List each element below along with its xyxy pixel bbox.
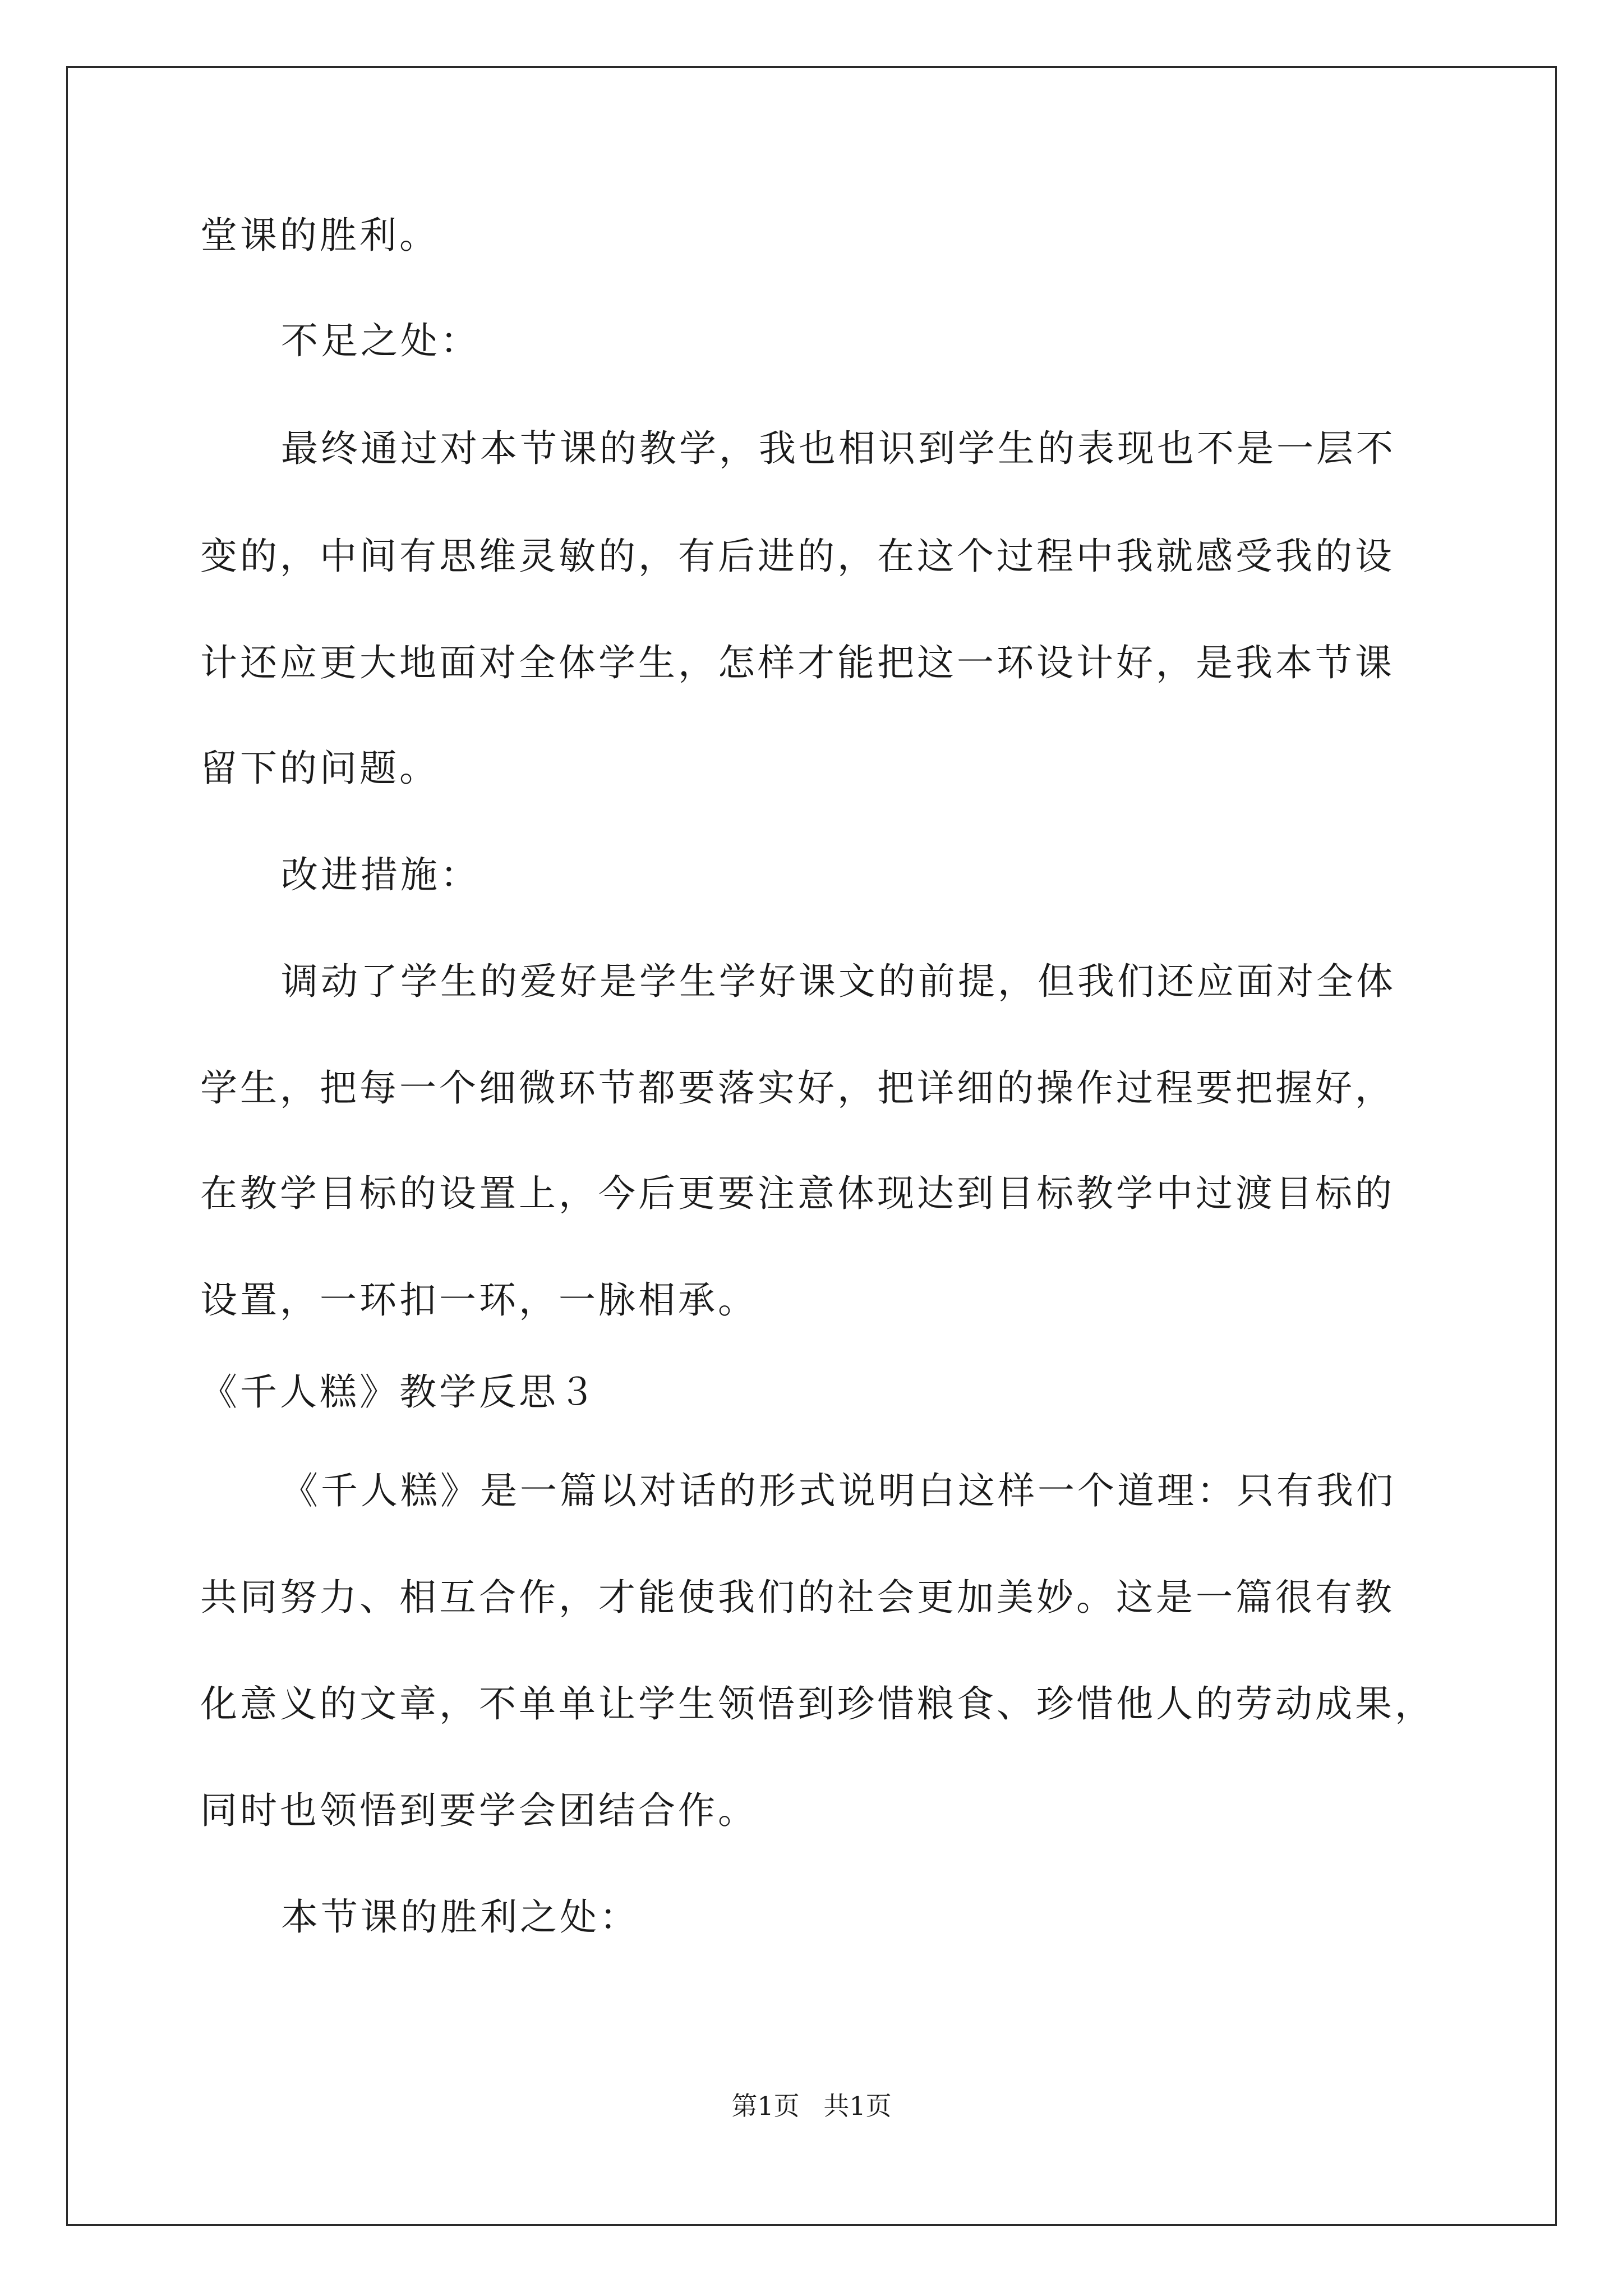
page-number-total: 共1页 [823,2091,892,2121]
paragraph-line: 堂课的胜利。 [200,214,439,257]
paragraph-line: 变的，中间有思维灵敏的，有后进的，在这个过程中我就感受我的设 [200,535,1395,578]
section-heading: 不足之处： [281,319,480,362]
section-heading: 本节课的胜利之处： [281,1895,639,1939]
paragraph-line: 化意义的文章，不单单让学生领悟到珍惜粮食、珍惜他人的劳动成果， [200,1682,1435,1726]
page-footer [0,2089,1623,2123]
page-number-current: 第1页 [731,2091,800,2121]
paragraph-line: 留下的问题。 [200,747,439,790]
paragraph-line: 计还应更大地面对全体学生，怎样才能把这一环设计好，是我本节课 [200,641,1395,684]
paragraph-line: 设置，一环扣一环，一脉相承。 [200,1278,758,1322]
paragraph-line: 《千人糕》是一篇以对话的形式说明白这样一个道理：只有我们 [281,1469,1396,1512]
section-heading: 改进措施： [281,853,480,896]
paragraph-line: 最终通过对本节课的教学，我也相识到学生的表现也不是一层不 [281,427,1396,470]
paragraph-line: 调动了学生的爱好是学生学好课文的前提，但我们还应面对全体 [281,960,1396,1003]
paragraph-line: 共同努力、相互合作，才能使我们的社会更加美妙。这是一篇很有教 [200,1576,1395,1619]
paragraph-line: 学生，把每一个细微环节都要落实好，把详细的操作过程要把握好， [200,1066,1395,1110]
article-title: 《千人糕》教学反思３ [200,1370,598,1414]
paragraph-line: 在教学目标的设置上，今后更要注意体现达到目标教学中过渡目标的 [200,1172,1395,1215]
paragraph-line: 同时也领悟到要学会团结合作。 [200,1789,758,1832]
